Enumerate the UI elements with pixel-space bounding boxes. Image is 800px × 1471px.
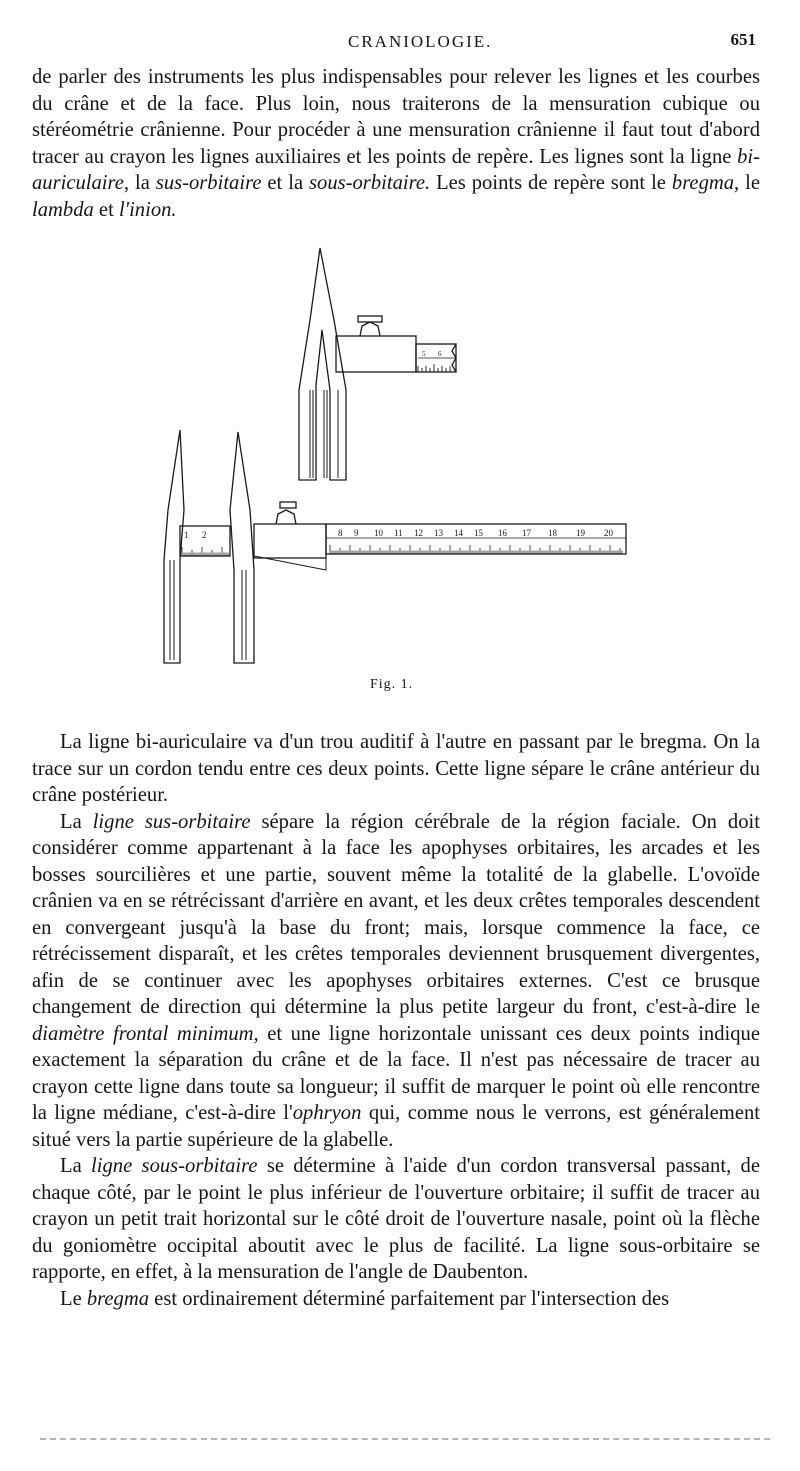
small-scale-label: 6 xyxy=(438,350,442,358)
text-run: , la xyxy=(123,172,156,194)
ruler-label: 1 xyxy=(184,530,189,540)
ruler-label: 16 xyxy=(498,528,507,538)
text-run: de parler des instruments les plus indispensables pour relever les lignes et les courbes du crâne et de la face. Plus loin, nous traiterons de la mensuration cubique ou stéréométrie crânienne. Pour procéder à une mensuration crânienne il faut tout d'abord tracer au crayon les lignes auxiliaires et les points de repère. Les lignes sont la ligne xyxy=(32,66,760,168)
ruler-label: 10 xyxy=(374,528,383,538)
text-run: et la xyxy=(261,172,310,194)
paragraph-sous-orbitaire xyxy=(32,1153,760,1286)
term-bi-auriculaire: bi-auriculaire xyxy=(32,145,760,194)
figure-caption: Fig. 1. xyxy=(370,677,414,692)
term-ligne-sous-orbitaire: ligne sous-orbitaire xyxy=(91,1155,258,1177)
term-lambda: lambda xyxy=(32,198,94,221)
paragraph-bi-auriculaire: La ligne bi-auriculaire va d'un trou auditif à l'autre en passant par le bregma. On la trace sur un cordon tendu entre ces deux points. Cette ligne sépare le crâne antérieur du crâne postérieur. xyxy=(32,731,760,806)
term-bregma: bregma, xyxy=(671,172,740,194)
ruler-label: 13 xyxy=(434,528,443,538)
term-diametre-frontal-minimum: diamètre frontal minimum, xyxy=(32,1022,259,1045)
text-run: est ordinairement déterminé parfaitement par l'intersection des xyxy=(149,1287,670,1310)
ruler-label: 14 xyxy=(454,528,463,538)
intro-text xyxy=(32,64,760,223)
text-run: Le xyxy=(60,1287,87,1310)
term-bregma-body: bregma xyxy=(86,1287,150,1310)
ruler-label: 8 xyxy=(338,528,343,538)
text-run: et une ligne horizontale unissant ces deux points indique exactement la séparation du crâne et de la face. Il n'est pas nécessaire de tracer au crayon cette ligne dans toute sa longueur; il suffit de marquer le point où elle rencontre la ligne médiane, c'est-à-dire l' xyxy=(32,1022,760,1124)
term-sus-orbitaire: sus-orbitaire xyxy=(155,172,262,194)
term-inion: l'inion. xyxy=(118,198,177,221)
ruler-label: 18 xyxy=(548,528,557,538)
ruler-label: 12 xyxy=(414,528,423,538)
ruler-label: 17 xyxy=(522,528,531,538)
caliper-figure xyxy=(150,240,650,680)
term-ophryon: ophryon xyxy=(292,1102,362,1124)
page-number: 651 xyxy=(730,30,756,49)
ruler-label: 11 xyxy=(394,528,403,538)
text-run: qui, comme nous le verrons, est généralement situé vers la partie supérieure de la glabelle. xyxy=(32,1102,760,1151)
running-title: CRANIOLOGIE. xyxy=(348,32,493,51)
text-run: le xyxy=(739,172,761,194)
caliper-illustration xyxy=(150,240,650,680)
text-run: et xyxy=(93,198,119,221)
term-sous-orbitaire: sous-orbitaire. xyxy=(309,172,431,194)
footer-rule xyxy=(40,1438,770,1442)
caliper-slide xyxy=(254,524,326,558)
intro-paragraph xyxy=(32,64,760,223)
text-run: se détermine à l'aide d'un cordon transversal passant, de chaque côté, par le point le plus inférieur de l'ouverture orbitaire; il suffit de tracer au crayon un petit trait horizontal sur le côté droit de l'ouverture nasale, point où la flèche du goniomètre occipital aboutit avec le plus de facilité. La ligne sous-orbitaire se rapporte, en effet, à la mensuration de l'angle de Daubenton. xyxy=(32,1155,760,1283)
upper-caliper-slide xyxy=(336,336,416,372)
body-text xyxy=(32,729,760,1312)
ruler-label: 9 xyxy=(354,528,359,538)
text-run: La xyxy=(60,810,93,833)
ruler-label: 20 xyxy=(604,528,613,538)
term-ligne-sus-orbitaire: ligne sus-orbitaire xyxy=(92,810,251,833)
ruler-label: 2 xyxy=(202,530,207,540)
page-header xyxy=(30,30,770,60)
upper-caliper-jaw xyxy=(299,248,346,480)
small-scale-label: 5 xyxy=(422,350,426,358)
ruler-label: 19 xyxy=(576,528,585,538)
paragraph-sus-orbitaire xyxy=(32,809,760,1154)
text-run: sépare la région cérébrale de la région faciale. On doit considérer comme appartenant à la face les apophyses orbitaires, les arcades et les bosses sourcilières et une partie, souvent même la totalité de la glabelle. L'ovoïde crânien va en se rétrécissant d'arrière en avant, et les deux crêtes temporales descendent en convergeant jusqu'à la base du front; mais, lorsque commence la face, ce rétrécissement disparaît, et les crêtes temporales deviennent brusquement divergentes, afin de se continuer avec les apophyses orbitaires externes. C'est ce brusque changement de direction qui détermine la plus petite largeur du front, c'est-à-dire le xyxy=(32,810,760,1018)
paragraph-bregma xyxy=(32,1286,760,1313)
text-run: La xyxy=(60,1155,92,1177)
text-run: Les points de repère sont le xyxy=(430,172,672,194)
ruler-label: 15 xyxy=(474,528,483,538)
